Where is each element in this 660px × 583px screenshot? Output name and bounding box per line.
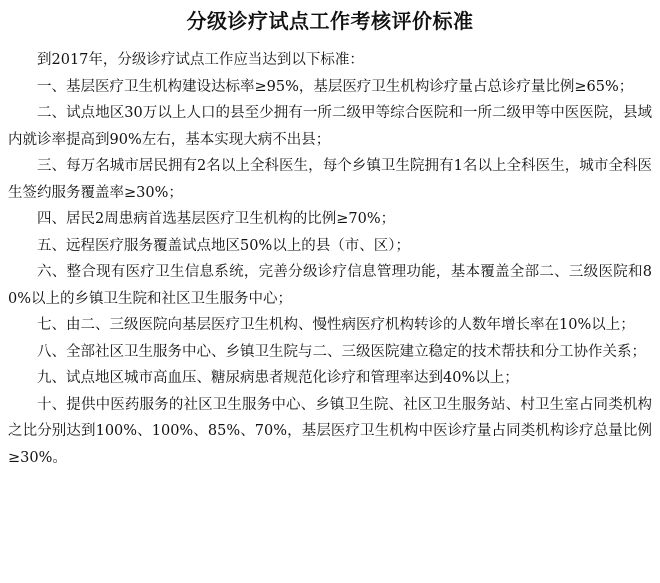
standard-item-1: 一、基层医疗卫生机构建设达标率≥95%，基层医疗卫生机构诊疗量占总诊疗量比例≥65%； (37, 78, 634, 95)
standard-item-10: 十、提供中医药服务的社区卫生服务中心、乡镇卫生院、社区卫生服务站、村卫生室占同类机构之比分别达到100%、100%、85%、70%，基层医疗卫生机构中医诊疗量占同类机构诊疗总量比例≥30%。 (8, 396, 652, 466)
standard-item-3: 三、每万名城市居民拥有2名以上全科医生，每个乡镇卫生院拥有1名以上全科医生，城市全科医生签约服务覆盖率≥30%； (8, 158, 652, 201)
standard-item-9: 九、试点地区城市高血压、糖尿病患者规范化诊疗和管理率达到40%以上； (37, 370, 519, 386)
document-body (8, 47, 652, 471)
standard-item-5: 五、远程医疗服务覆盖试点地区50%以上的县（市、区）； (37, 237, 410, 254)
standard-item-8: 八、全部社区卫生服务中心、乡镇卫生院与二、三级医院建立稳定的技术帮扶和分工协作关系； (37, 343, 646, 360)
standard-item-2: 二、试点地区30万以上人口的县至少拥有一所二级甲等综合医院和一所二级甲等中医医院，县域内就诊率提高到90%左右，基本实现大病不出县； (8, 105, 652, 148)
standard-item-7: 七、由二、三级医院向基层医疗卫生机构、慢性病医疗机构转诊的人数年增长率在10%以上； (37, 317, 635, 333)
standard-item-6: 六、整合现有医疗卫生信息系统，完善分级诊疗信息管理功能，基本覆盖全部二、三级医院和80%以上的乡镇卫生院和社区卫生服务中心； (8, 264, 652, 307)
document-title: 分级诊疗试点工作考核评价标准 (186, 9, 474, 33)
standard-item-4: 四、居民2周患病首选基层医疗卫生机构的比例≥70%； (37, 211, 396, 227)
intro-paragraph: 到2017年，分级诊疗试点工作应当达到以下标准： (37, 52, 364, 68)
